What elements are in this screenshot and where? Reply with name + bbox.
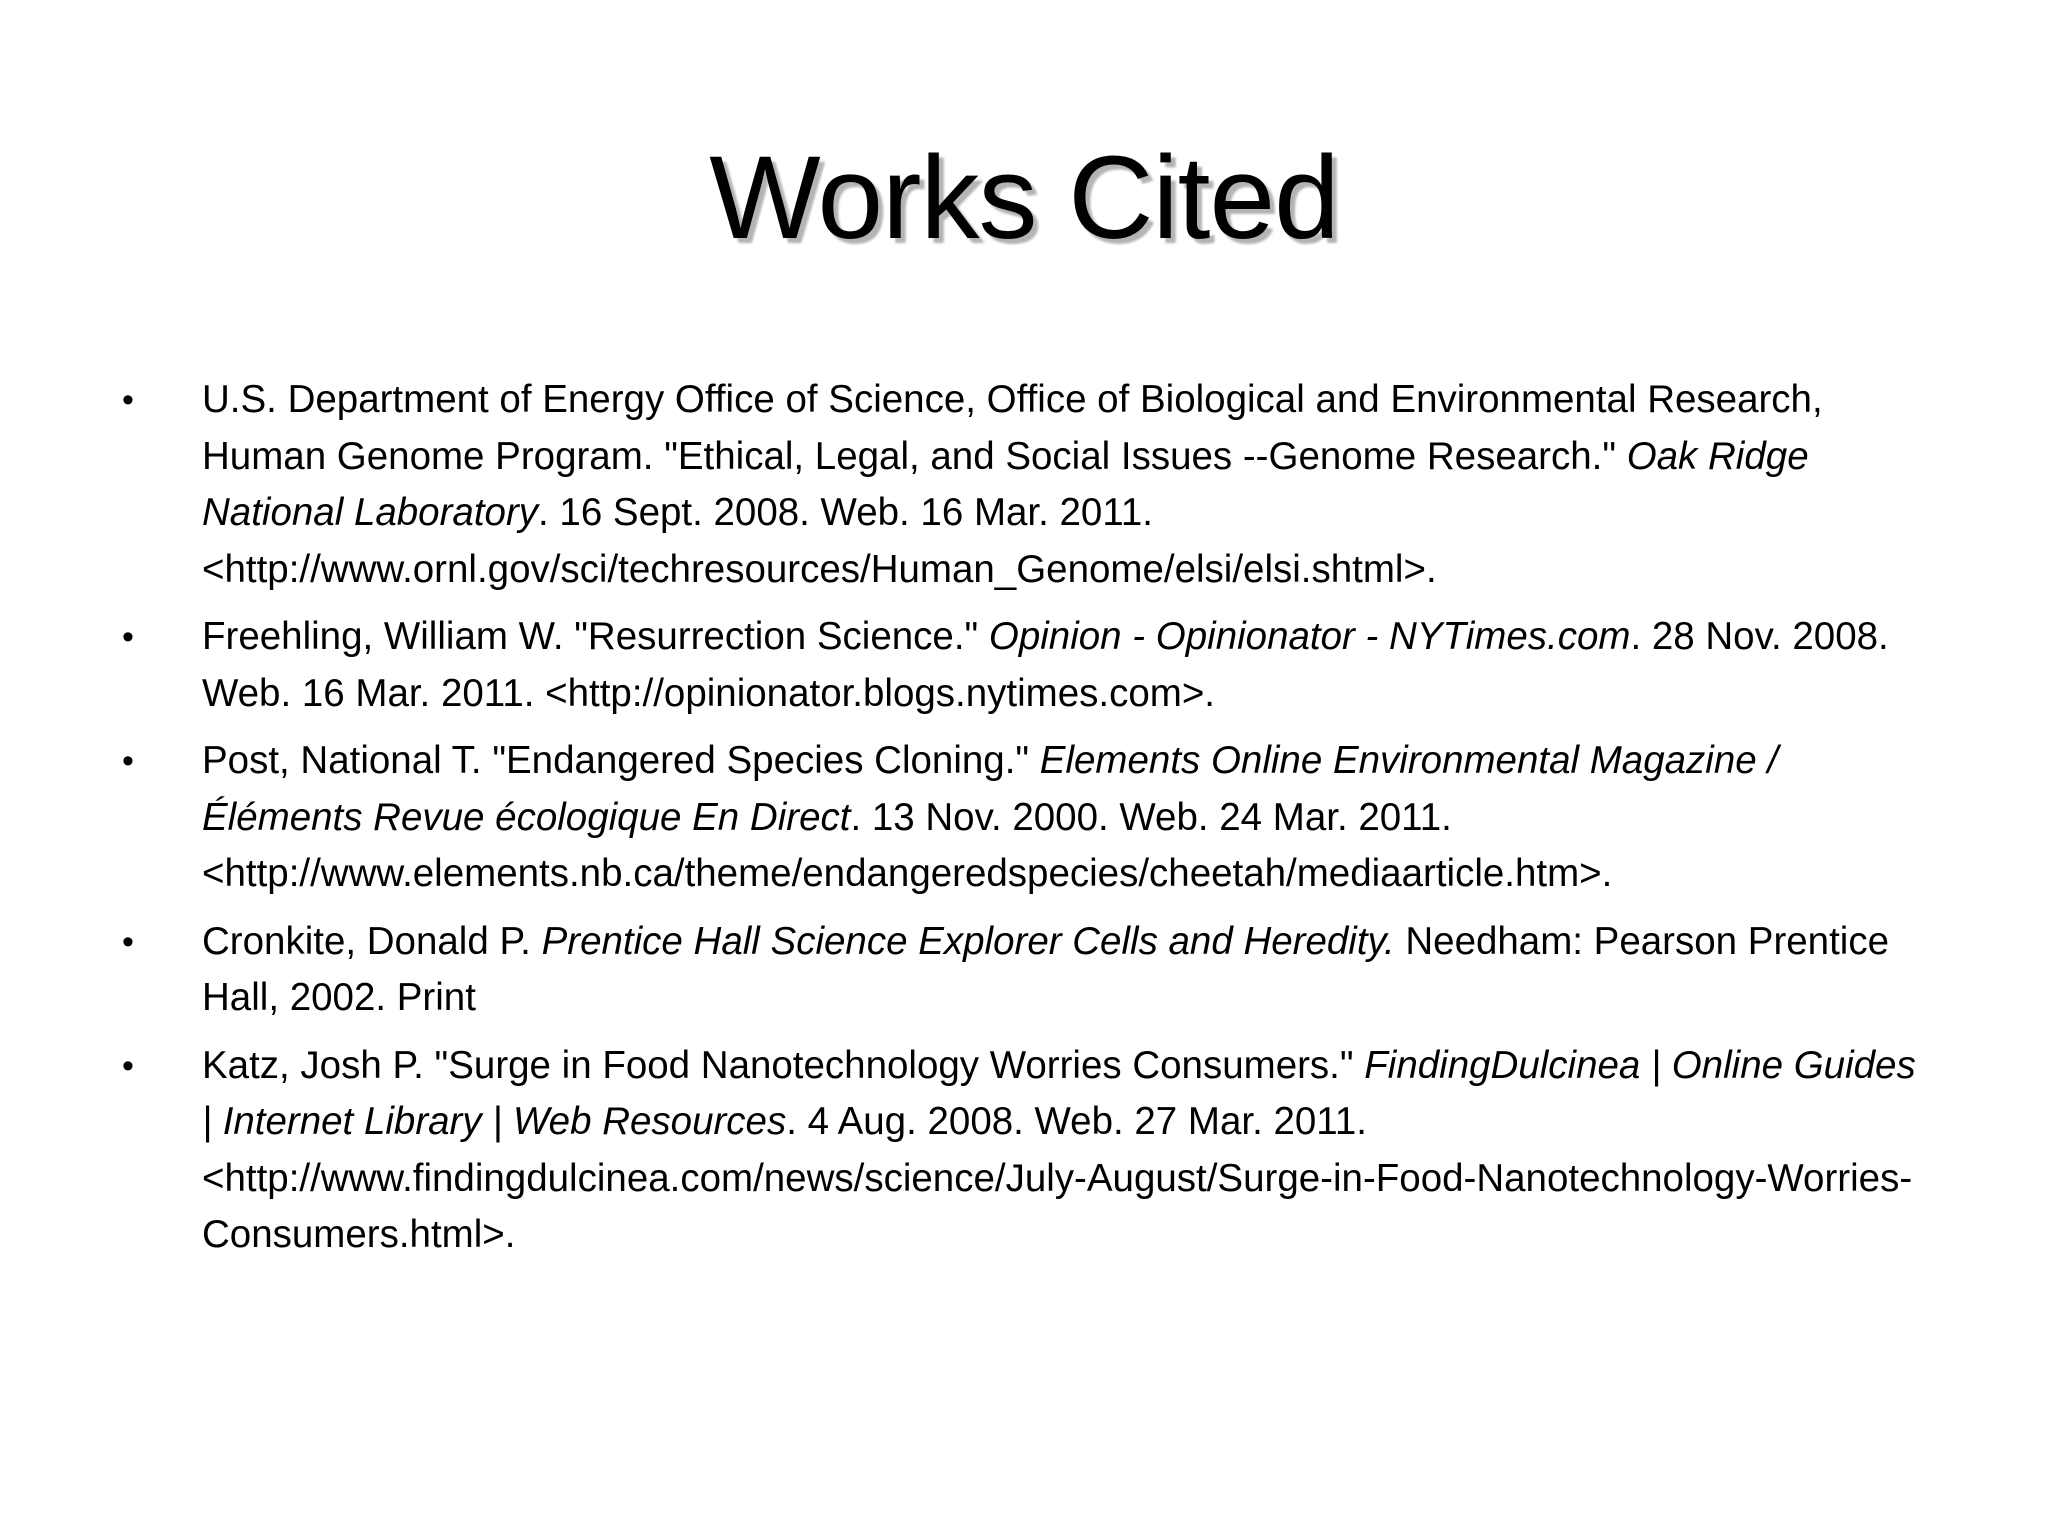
bullet-icon: • bbox=[122, 618, 134, 656]
citation-source-title: Opinion - Opinionator - NYTimes.com bbox=[988, 615, 1631, 658]
citation-text: U.S. Department of Energy Office of Science, Office of Biological and Environmental Research, Human Genome Program. "Ethical, Legal, and Social Issues --Genome Research." bbox=[202, 378, 1823, 478]
works-cited-list bbox=[118, 372, 1928, 1275]
citation-text: Katz, Josh P. "Surge in Food Nanotechnology Worries Consumers." bbox=[202, 1043, 1365, 1087]
slide-title: Works Cited bbox=[709, 132, 1339, 264]
citation-source-title: Oak Ridge National Laboratory bbox=[202, 434, 1809, 534]
citation-item bbox=[118, 914, 1928, 1027]
citation-text: Post, National T. "Endangered Species Cloning." bbox=[202, 739, 1040, 782]
citation-item bbox=[118, 609, 1928, 722]
bullet-icon: • bbox=[122, 742, 134, 780]
citation-source-title: Prentice Hall Science Explorer Cells and Heredity. bbox=[541, 919, 1395, 963]
citation-details: Needham: Pearson Prentice Hall, 2002. Print bbox=[202, 919, 1890, 1019]
citation-item bbox=[118, 372, 1928, 598]
citation-details: . 28 Nov. 2008. Web. 16 Mar. 2011. <http://opinionator.blogs.nytimes.com>. bbox=[202, 615, 1889, 715]
citation-item bbox=[118, 1038, 1928, 1264]
citation-details: . 16 Sept. 2008. Web. 16 Mar. 2011. <http://www.ornl.gov/sci/techresources/Human_Genome/elsi/elsi.shtml>. bbox=[202, 491, 1437, 591]
bullet-icon: • bbox=[122, 381, 134, 419]
citation-item bbox=[118, 733, 1928, 903]
citation-details: . 4 Aug. 2008. Web. 27 Mar. 2011. <http://www.findingdulcinea.com/news/science/July-August/Surge-in-Food-Nanotechnology-Worries-Consumers.html>. bbox=[202, 1100, 1913, 1256]
bullet-icon: • bbox=[122, 1046, 134, 1085]
citation-text: Cronkite, Donald P. bbox=[202, 919, 542, 963]
citation-source-title: Elements Online Environmental Magazine / Éléments Revue écologique En Direct bbox=[202, 739, 1779, 839]
bullet-icon: • bbox=[122, 922, 134, 961]
citation-source-title: FindingDulcinea | Online Guides | Internet Library | Web Resources bbox=[202, 1043, 1916, 1143]
citation-text: Freehling, William W. "Resurrection Science." bbox=[202, 615, 989, 658]
citation-details: . 13 Nov. 2000. Web. 24 Mar. 2011. <http://www.elements.nb.ca/theme/endangeredspecies/cheetah/mediaarticle.htm>. bbox=[202, 795, 1613, 895]
